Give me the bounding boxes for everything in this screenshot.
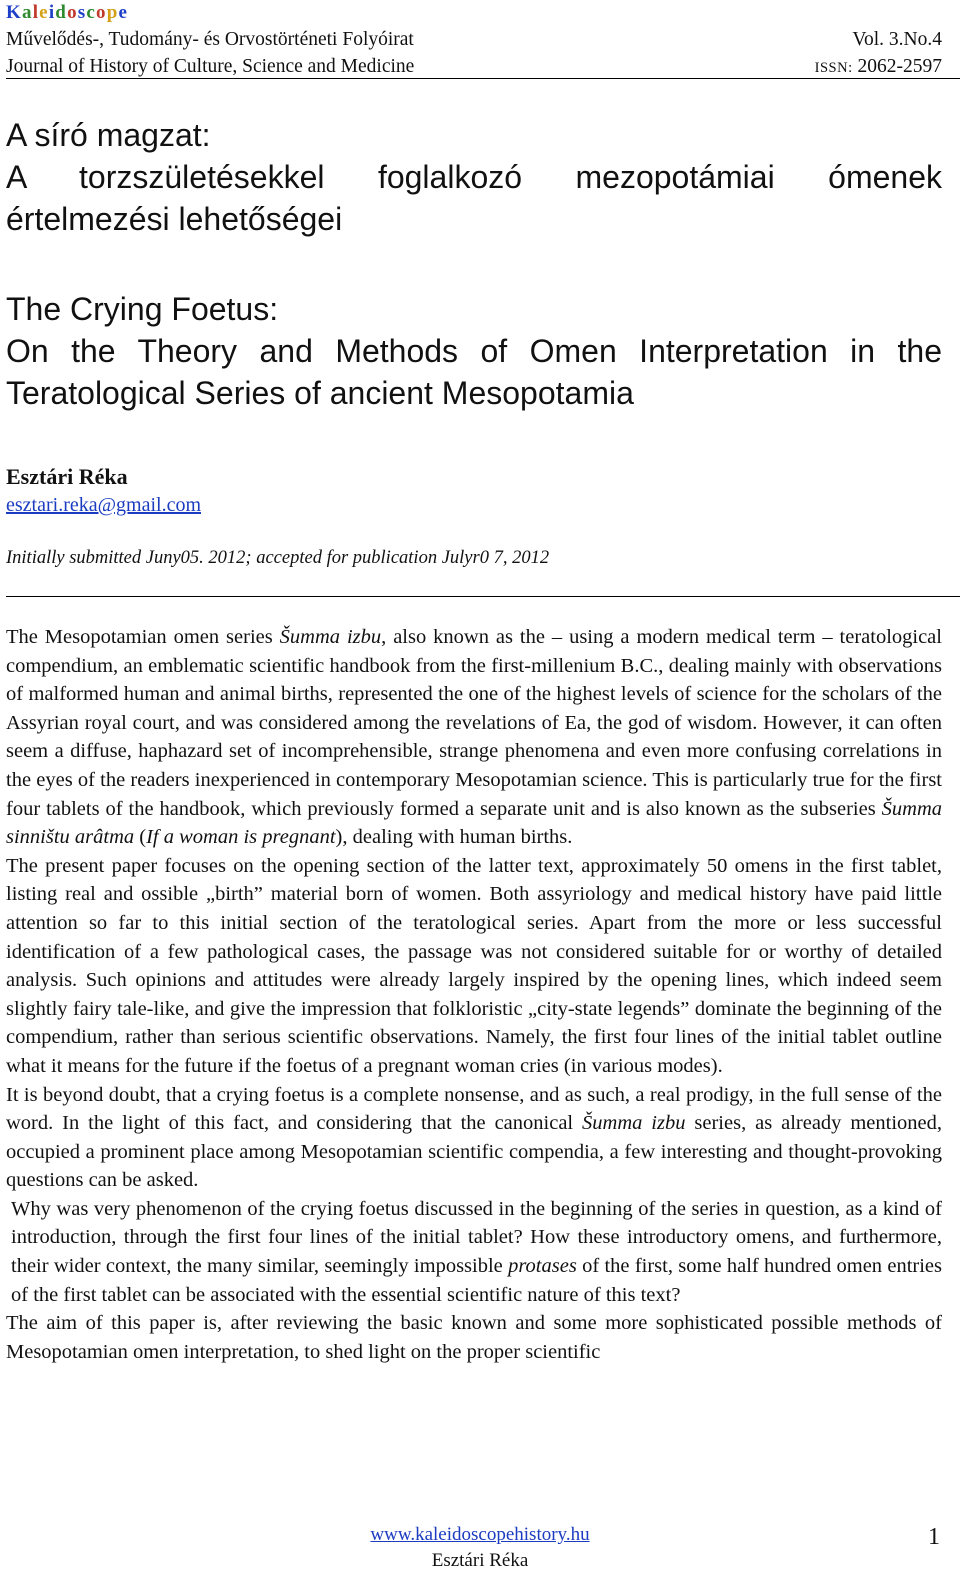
author-email-link[interactable]: esztari.reka@gmail.com xyxy=(6,494,201,516)
title-hu-line-2: A torzszületésekkel foglalkozó mezopotámiai ómenek xyxy=(6,159,942,195)
logo-letter: K xyxy=(6,2,22,23)
footer-author: Esztári Réka xyxy=(431,1550,529,1571)
logo-letter: c xyxy=(86,2,97,23)
journal-name-en: Journal of History of Culture, Science and Medicine xyxy=(6,56,415,77)
logo-letter: o xyxy=(67,2,78,23)
logo-letter: d xyxy=(55,2,68,23)
logo-letter: e xyxy=(39,2,49,23)
volume-number: Vol. 3.No.4 xyxy=(852,29,942,50)
author-name: Esztári Réka xyxy=(6,464,128,489)
kaleidoscope-logo xyxy=(6,2,942,26)
header-divider xyxy=(6,78,960,79)
paragraph-3: It is beyond doubt, that a crying foetus is a complete nonsense, and as such, a real prodigy, in the full sense of the word. In the light of this fact, and considering that the canonical Šumma izbu series, as already mentioned, occupied a prominent place among Mesopotamian scientific compendia, a few interesting and thought-provoking questions can be asked. xyxy=(6,1083,942,1192)
title-hu-line-1: A síró magzat: xyxy=(6,117,211,153)
logo-letter: p xyxy=(106,2,119,23)
journal-header xyxy=(6,2,942,82)
paragraph-2: The present paper focuses on the opening section of the latter text, approximately 50 omens in the first tablet, listing real and ossible „birth” material born of women. Both assyriology and medical history have paid little attention so far to this initial section of the teratological series. Apart from the more or less successful identification of a few pathological cases, the passage was not considered suitable for or worthy of detailed analysis. Such opinions and attitudes were already largely inspired by the opening lines, which indeed seem slightly fairy tale-like, and give the impression that folkloristic „city-state legends” dominate the beginning of the compendium, rather than serious scientific observations. Namely, the first four lines of the initial tablet outline what it means for the future if the foetus of a pregnant woman cries (in various modes). xyxy=(6,854,942,1077)
logo-letter: a xyxy=(21,2,33,23)
issn-label: ISSN: xyxy=(814,60,853,76)
title-hu-line-3: értelmezési lehetőségei xyxy=(6,201,343,237)
title-en-line-3: Teratological Series of ancient Mesopotamia xyxy=(6,375,634,411)
logo-letter: i xyxy=(48,2,56,23)
paragraph-1: The Mesopotamian omen series Šumma izbu, also known as the – using a modern medical term – teratological compendium, an emblematic scientific handbook from the first-millenium B.C., dealing mainly with observations of malformed human and animal births, represented the one of the highest levels of science for the scholars of the Assyrian royal court, and was considered among the revelations of Ea, the god of wisdom. However, it can often seem a diffuse, haphazard set of incomprehensible, strange phenomena and even more confusing correlations in the eyes of the readers inexperienced in contemporary Mesopotamian science. This is particularly true for the first four tablets of the handbook, which previously formed a separate unit and is also known as the subseries Šumma sinništu arâtma (If a woman is pregnant), dealing with human births. xyxy=(6,626,942,849)
title-hungarian xyxy=(6,114,942,240)
issn-value: 2062-2597 xyxy=(857,56,942,77)
logo-letter: o xyxy=(96,2,107,23)
abstract-divider xyxy=(6,596,960,597)
logo-letter: e xyxy=(118,2,129,23)
submission-dates: Initially submitted Juny05. 2012; accepted for publication Julyr0 7, 2012 xyxy=(6,548,550,568)
footer-website-link[interactable]: www.kaleidoscopehistory.hu xyxy=(370,1524,590,1545)
title-en-line-2: On the Theory and Methods of Omen Interpretation in the xyxy=(6,333,942,369)
logo-letter: l xyxy=(32,2,40,23)
title-en-line-1: The Crying Foetus: xyxy=(6,291,279,327)
journal-name-hu: Művelődés-, Tudomány- és Orvostörténeti Folyóirat xyxy=(6,29,414,50)
logo-letter: s xyxy=(77,2,87,23)
page-number: 1 xyxy=(928,1524,940,1550)
title-english xyxy=(6,288,942,414)
paragraph-4: Why was very phenomenon of the crying foetus discussed in the beginning of the series in question, as a kind of introduction, through the first four lines of the initial tablet? How these introductory omens, and furthermore, their wider context, the many similar, seemingly impossible protases of the first, some half hundred omen entries of the first tablet can be associated with the essential scientific nature of this text? xyxy=(11,1197,943,1306)
paragraph-5: The aim of this paper is, after reviewing the basic known and some more sophisticated possible methods of Mesopotamian omen interpretation, to shed light on the proper scientific xyxy=(6,1312,942,1363)
abstract-body xyxy=(6,623,942,1366)
